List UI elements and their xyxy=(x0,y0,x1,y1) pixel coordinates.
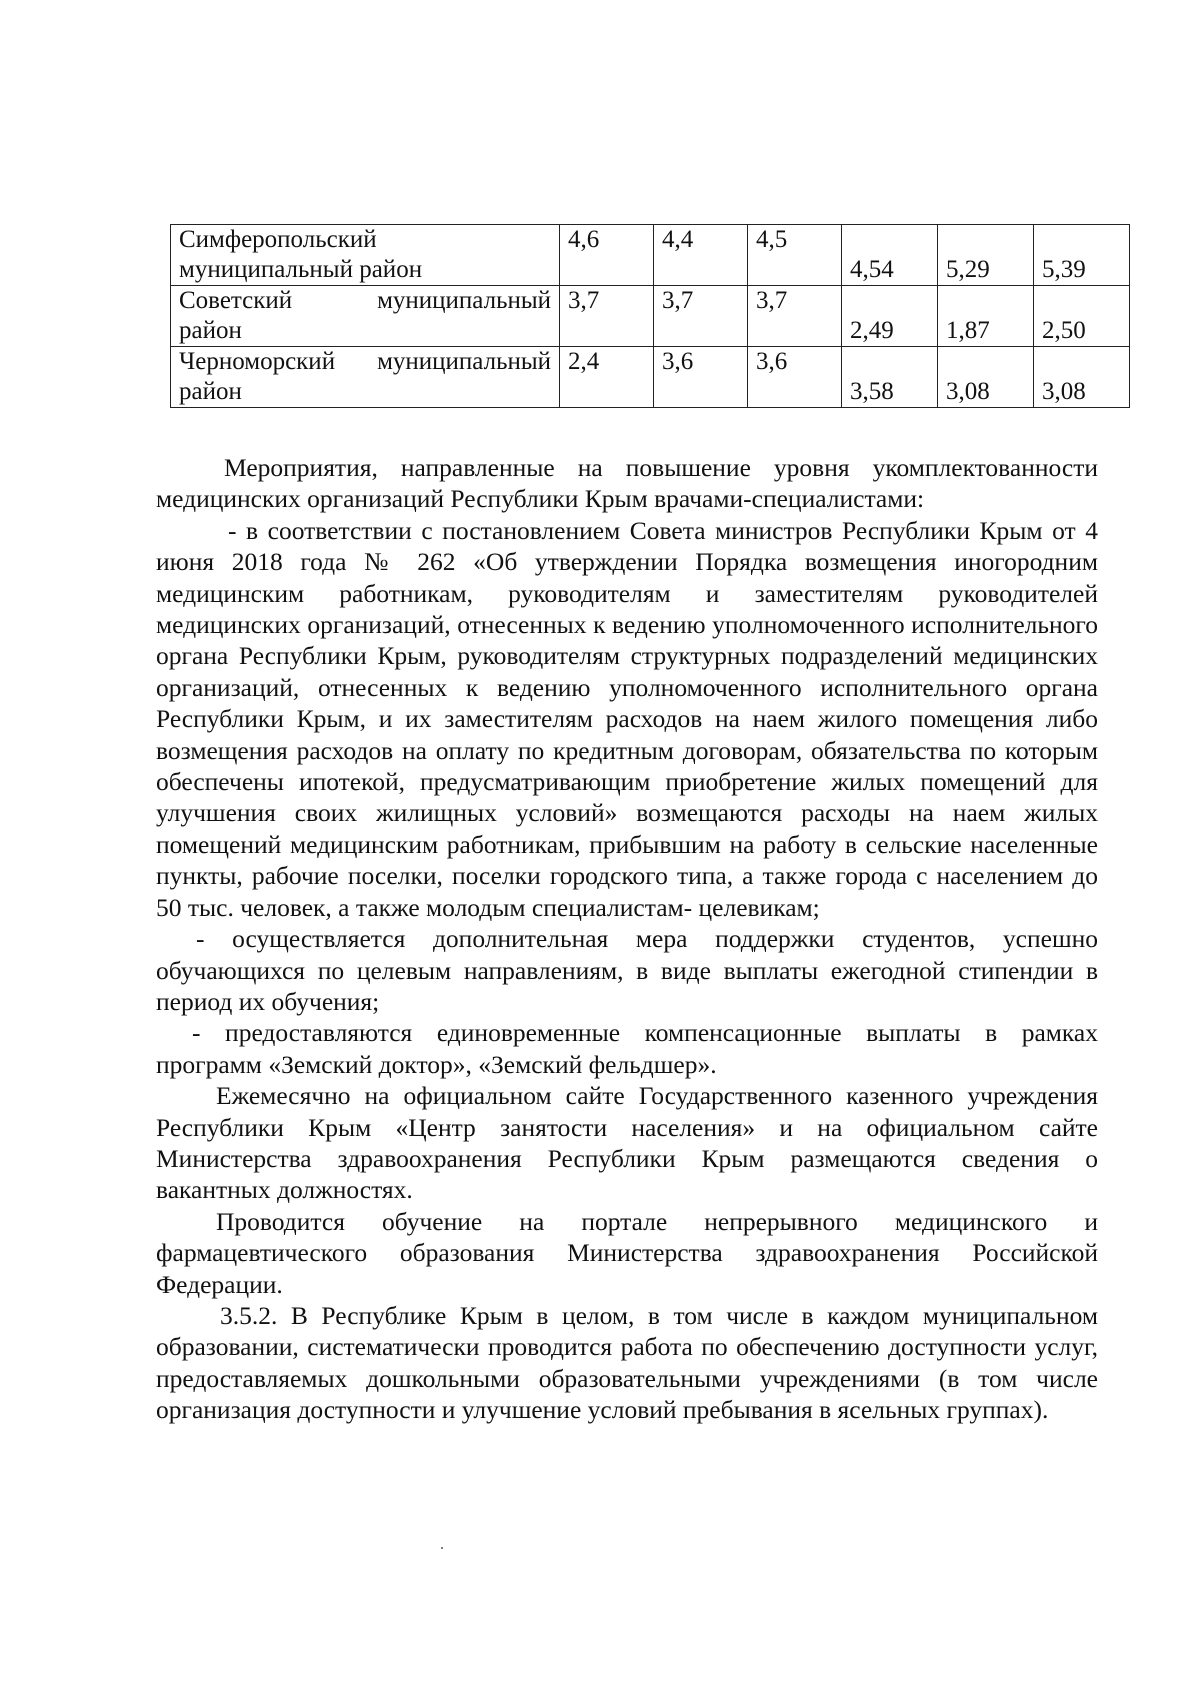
paragraph-training-portal: Проводится обучение на портале непрерывного медицинского и фармацевтического образования Министерства здравоохранения Российской Федерации. xyxy=(156,1206,1098,1299)
table-cell-value xyxy=(841,286,937,347)
cell-text: 1,87 xyxy=(945,317,990,344)
table-cell-value xyxy=(937,286,1033,347)
table-cell-value xyxy=(937,347,1033,408)
cell-text: 3,08 xyxy=(945,378,990,405)
table-cell-value xyxy=(1033,286,1129,347)
table-row xyxy=(171,286,1130,347)
table-cell-district xyxy=(171,286,560,347)
cell-text: 3,58 xyxy=(849,378,894,405)
table-cell-value: 3,7 xyxy=(747,286,841,347)
paragraph-measures-intro: Мероприятия, направленные на повышение уровня укомплектованности медицинских организаций Республики Крым врачами-специалистами: xyxy=(156,453,1098,514)
table-cell-value: 4,4 xyxy=(654,225,748,286)
district-name-line1: Советский муниципальный xyxy=(179,287,552,314)
cell-text: 5,39 xyxy=(1041,256,1086,283)
district-name-line2: район xyxy=(179,378,242,405)
cell-text: 2,49 xyxy=(849,317,894,344)
table-row xyxy=(171,347,1130,408)
paragraph-section-3-5-2: 3.5.2. В Республике Крым в целом, в том числе в каждом муниципальном образовании, систематически проводится работа по обеспечению доступности услуг, предоставляемых дошкольными образовательными учреждениями (в том числе организация доступности и улучшение условий пребывания в ясельных группах). xyxy=(156,1300,1098,1425)
paragraph-housing-compensation: - в соответствии с постановлением Совета министров Республики Крым от 4 июня 2018 года № 262 «Об утверждении Порядка возмещения иногородним медицинским работникам, руководителям и заместителям руководителей медицинских организаций, отнесенных к ведению уполномоченного исполнительного органа Республики Крым, руководителям структурных подразделений медицинских организаций, отнесенных к ведению уполномоченного исполнительного органа Республики Крым, и их заместителям расходов на наем жилого помещения либо возмещения расходов на оплату по кредитным договорам, обязательства по которым обеспечены ипотекой, предусматривающим приобретение жилых помещений для улучшения своих жилищных условий» возмещаются расходы на наем жилых помещений медицинским работникам, прибывшим на работу в сельские населенные пункты, рабочие поселки, поселки городского типа, а также города с населением до 50 тыс. человек, а также молодым специалистам- целевикам; xyxy=(156,515,1098,922)
table-cell-value xyxy=(937,225,1033,286)
cell-text: 3,08 xyxy=(1041,378,1086,405)
paragraph-zemsky-programs: - предоставляются единовременные компенсационные выплаты в рамках программ «Земский доктор», «Земский фельдшер». xyxy=(156,1018,1098,1079)
table-cell-value: 3,6 xyxy=(747,347,841,408)
paragraph-student-support: - осуществляется дополнительная мера поддержки студентов, успешно обучающихся по целевым направлениям, в виде выплаты ежегодной стипендии в период их обучения; xyxy=(156,924,1098,1016)
cell-text: 2,50 xyxy=(1041,317,1086,344)
district-name-line1: Симферопольский xyxy=(179,226,377,253)
district-name-line2: муниципальный район xyxy=(179,256,423,283)
table-cell-value: 3,6 xyxy=(654,347,748,408)
table-cell-value: 4,5 xyxy=(747,225,841,286)
indicator-table xyxy=(170,224,1130,408)
table-cell-value xyxy=(841,225,937,286)
cell-text: 4,54 xyxy=(849,256,894,283)
district-name-line2: район xyxy=(179,317,242,344)
table-cell-district xyxy=(171,347,560,408)
body-text xyxy=(156,452,1098,1426)
table-cell-value xyxy=(1033,225,1129,286)
table-cell-value: 4,6 xyxy=(560,225,654,286)
district-name-line1: Черноморский муниципальный xyxy=(179,348,552,375)
table-cell-value xyxy=(841,347,937,408)
table-row xyxy=(171,225,1130,286)
table-cell-value: 2,4 xyxy=(560,347,654,408)
table-cell-value: 3,7 xyxy=(654,286,748,347)
paragraph-vacancies: Ежемесячно на официальном сайте Государственного казенного учреждения Республики Крым «Центр занятости населения» и на официальном сайте Министерства здравоохранения Республики Крым размещаются сведения о вакантных должностях. xyxy=(156,1081,1098,1205)
table-cell-district xyxy=(171,225,560,286)
table-cell-value xyxy=(1033,347,1129,408)
cell-text: 5,29 xyxy=(945,256,990,283)
table-cell-value: 3,7 xyxy=(560,286,654,347)
scan-speck xyxy=(441,1547,443,1549)
